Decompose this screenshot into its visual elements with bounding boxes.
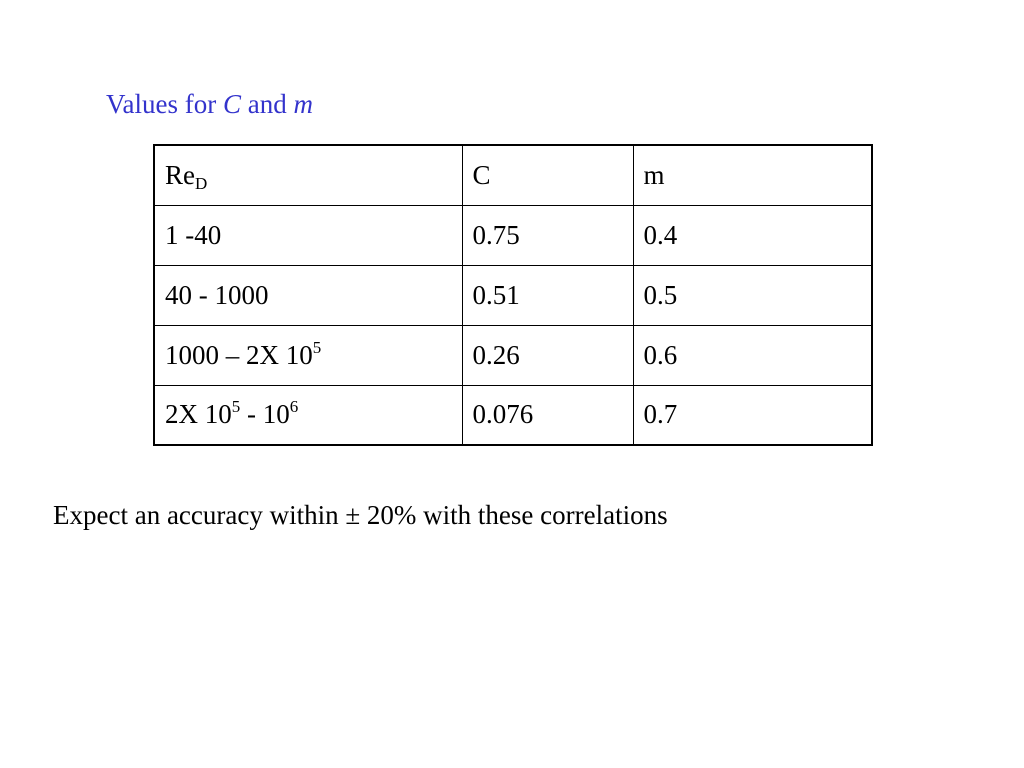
cell-re bbox=[154, 205, 462, 265]
re-exponent-2: 6 bbox=[289, 397, 299, 417]
cell-re bbox=[154, 385, 462, 445]
table-header-row bbox=[154, 145, 872, 205]
correlation-table bbox=[153, 144, 873, 446]
cell-m: 0.7 bbox=[633, 385, 872, 445]
title-prefix: Values for bbox=[106, 89, 223, 119]
header-re-base: Re bbox=[165, 159, 195, 190]
header-re-sub: D bbox=[195, 173, 208, 193]
accuracy-note: Expect an accuracy within ± 20% with these correlations bbox=[53, 500, 668, 530]
cell-c: 0.75 bbox=[462, 205, 633, 265]
re-exponent: 5 bbox=[231, 397, 241, 417]
table-row bbox=[154, 205, 872, 265]
cell-re bbox=[154, 265, 462, 325]
table-row bbox=[154, 325, 872, 385]
cell-m: 0.5 bbox=[633, 265, 872, 325]
header-cell-c: C bbox=[462, 145, 633, 205]
re-exponent: 5 bbox=[312, 337, 322, 357]
title-var-c: C bbox=[222, 89, 241, 119]
cell-c: 0.26 bbox=[462, 325, 633, 385]
re-range-mid: - 10 bbox=[240, 399, 290, 430]
cell-c: 0.51 bbox=[462, 265, 633, 325]
re-range: 1000 – 2X 10 bbox=[165, 339, 313, 370]
header-cell-re bbox=[154, 145, 462, 205]
re-range: 2X 10 bbox=[165, 399, 232, 430]
cell-m: 0.4 bbox=[633, 205, 872, 265]
header-cell-m: m bbox=[633, 145, 872, 205]
table-row bbox=[154, 385, 872, 445]
re-range: 1 -40 bbox=[165, 219, 222, 250]
slide-title bbox=[106, 86, 313, 122]
cell-re bbox=[154, 325, 462, 385]
cell-m: 0.6 bbox=[633, 325, 872, 385]
title-middle: and bbox=[240, 89, 294, 119]
cell-c: 0.076 bbox=[462, 385, 633, 445]
table-row bbox=[154, 265, 872, 325]
re-range: 40 - 1000 bbox=[165, 279, 269, 310]
title-var-m: m bbox=[293, 89, 313, 119]
